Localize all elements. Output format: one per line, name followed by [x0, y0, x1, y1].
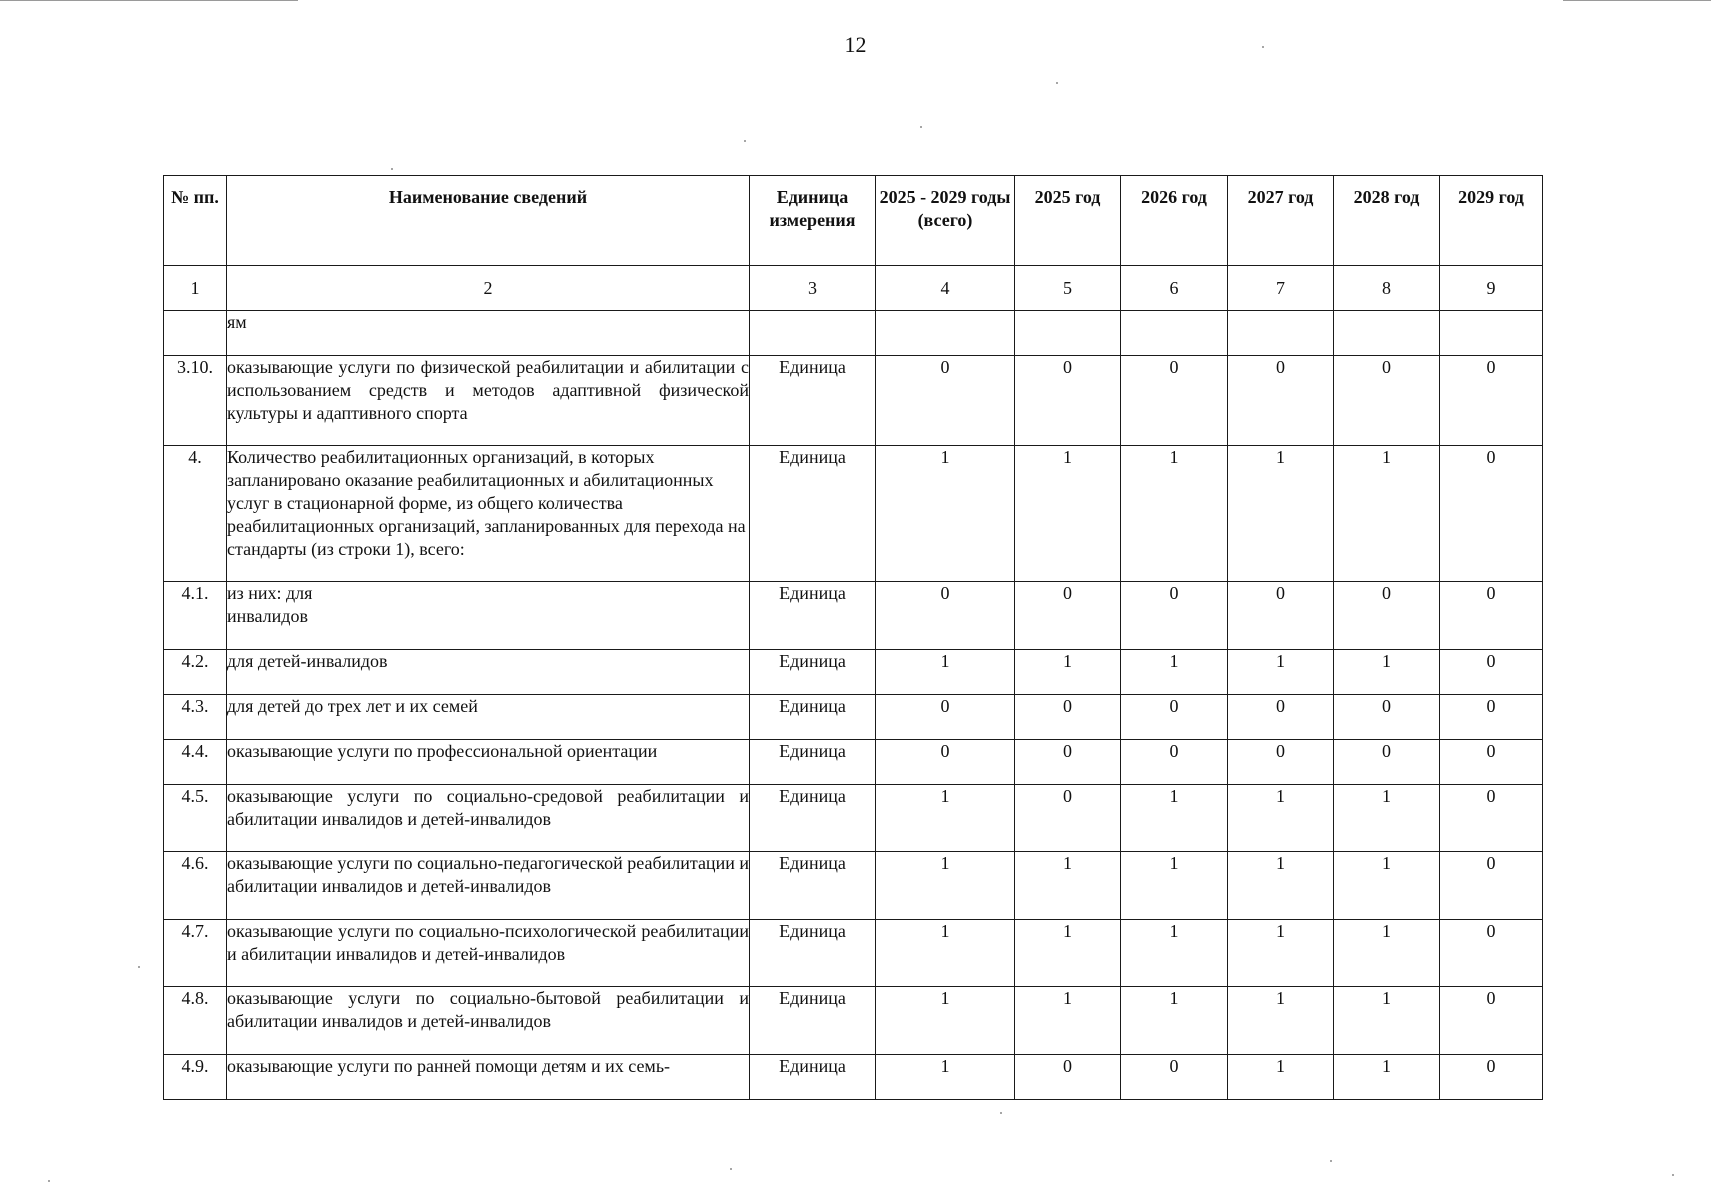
- table-row: [164, 446, 1543, 582]
- row-unit: Единица: [750, 920, 876, 987]
- row-name: оказывающие услуги по социально-психологической реабилитации и абилитации инвалидов и детей-инвалидов: [227, 920, 750, 987]
- scan-speck: [48, 1180, 50, 1182]
- row-number: 4.1.: [164, 582, 227, 650]
- header-name: Наименование сведений: [227, 176, 750, 266]
- row-name: для детей-инвалидов: [227, 650, 750, 695]
- column-number: 8: [1334, 266, 1440, 311]
- row-unit: Единица: [750, 852, 876, 920]
- scan-speck: [138, 966, 140, 968]
- value-2026: 0: [1121, 740, 1228, 785]
- column-number: 1: [164, 266, 227, 311]
- value-2027: 1: [1228, 852, 1334, 920]
- row-unit: Единица: [750, 1055, 876, 1100]
- scan-edge-left: [0, 0, 298, 1]
- column-number: 3: [750, 266, 876, 311]
- row-number: 4.9.: [164, 1055, 227, 1100]
- column-number-row: [164, 266, 1543, 311]
- table-row: [164, 852, 1543, 920]
- header-row: [164, 176, 1543, 266]
- row-name: оказывающие услуги по профессиональной ориентации: [227, 740, 750, 785]
- value-2025: 1: [1015, 920, 1121, 987]
- page-number: 12: [844, 32, 867, 57]
- header-2025: 2025 год: [1015, 176, 1121, 266]
- value-2025: 0: [1015, 1055, 1121, 1100]
- value-2025: 0: [1015, 785, 1121, 852]
- scan-speck: [920, 126, 922, 128]
- value-2029: 0: [1440, 920, 1543, 987]
- value-2027: 0: [1228, 740, 1334, 785]
- scan-speck: [1330, 1160, 1332, 1162]
- value-2027: 1: [1228, 920, 1334, 987]
- row-number: 3.10.: [164, 356, 227, 446]
- row-number: 4.5.: [164, 785, 227, 852]
- value-2029: 0: [1440, 1055, 1543, 1100]
- header-unit: Единица измерения: [750, 176, 876, 266]
- value-2028: 1: [1334, 650, 1440, 695]
- scan-speck: [1000, 1112, 1002, 1114]
- column-number: 2: [227, 266, 750, 311]
- value-2025: 0: [1015, 356, 1121, 446]
- table-row: [164, 695, 1543, 740]
- column-number: 7: [1228, 266, 1334, 311]
- column-number: 6: [1121, 266, 1228, 311]
- header-2029: 2029 год: [1440, 176, 1543, 266]
- value-2026: 1: [1121, 852, 1228, 920]
- value-2028: 1: [1334, 785, 1440, 852]
- value-2028: 1: [1334, 446, 1440, 582]
- row-name: оказывающие услуги по социально-средовой реабилитации и абилитации инвалидов и детей-инвалидов: [227, 785, 750, 852]
- header-number: № пп.: [164, 176, 227, 266]
- table-row: [164, 582, 1543, 650]
- value-2029: 0: [1440, 582, 1543, 650]
- row-number: 4.: [164, 446, 227, 582]
- value-2028: 0: [1334, 356, 1440, 446]
- value-2026: 1: [1121, 446, 1228, 582]
- value-2026: 0: [1121, 582, 1228, 650]
- value-total: [876, 311, 1015, 356]
- value-total: 0: [876, 740, 1015, 785]
- column-number: 9: [1440, 266, 1543, 311]
- header-2026: 2026 год: [1121, 176, 1228, 266]
- table-row: [164, 1055, 1543, 1100]
- value-2029: 0: [1440, 852, 1543, 920]
- value-2027: 1: [1228, 987, 1334, 1055]
- row-unit: Единица: [750, 446, 876, 582]
- row-unit: Единица: [750, 695, 876, 740]
- value-2028: [1334, 311, 1440, 356]
- scan-speck: [391, 168, 393, 170]
- row-unit: Единица: [750, 650, 876, 695]
- row-name-text: из них: для инвалидов: [227, 583, 313, 626]
- header-2028: 2028 год: [1334, 176, 1440, 266]
- scan-speck: [1672, 1174, 1674, 1176]
- row-name: оказывающие услуги по социально-бытовой реабилитации и абилитации инвалидов и детей-инвалидов: [227, 987, 750, 1055]
- value-2026: [1121, 311, 1228, 356]
- value-total: 1: [876, 920, 1015, 987]
- row-name: для детей до трех лет и их семей: [227, 695, 750, 740]
- row-unit: Единица: [750, 582, 876, 650]
- value-2027: 0: [1228, 356, 1334, 446]
- row-number: 4.6.: [164, 852, 227, 920]
- value-2025: 1: [1015, 446, 1121, 582]
- row-number: 4.7.: [164, 920, 227, 987]
- table-row: [164, 740, 1543, 785]
- value-2026: 0: [1121, 356, 1228, 446]
- table-row: [164, 785, 1543, 852]
- column-number: 4: [876, 266, 1015, 311]
- header-total: 2025 - 2029 годы (всего): [876, 176, 1015, 266]
- row-number: 4.2.: [164, 650, 227, 695]
- value-2026: 1: [1121, 650, 1228, 695]
- row-name: оказывающие услуги по ранней помощи детям и их семь-: [227, 1055, 750, 1100]
- table-row: [164, 987, 1543, 1055]
- value-2026: 0: [1121, 695, 1228, 740]
- value-total: 1: [876, 852, 1015, 920]
- row-name: ям: [227, 311, 750, 356]
- value-total: 1: [876, 785, 1015, 852]
- value-2028: 0: [1334, 582, 1440, 650]
- scan-speck: [730, 1168, 732, 1170]
- column-number: 5: [1015, 266, 1121, 311]
- value-2025: 0: [1015, 740, 1121, 785]
- value-total: 0: [876, 356, 1015, 446]
- value-total: 0: [876, 582, 1015, 650]
- row-name: оказывающие услуги по физической реабилитации и абилитации с использованием средств и методов адаптивной физической культуры и адаптивного спорта: [227, 356, 750, 446]
- row-unit: Единица: [750, 356, 876, 446]
- header-2027: 2027 год: [1228, 176, 1334, 266]
- scan-speck: [1262, 46, 1264, 48]
- value-2026: 1: [1121, 785, 1228, 852]
- row-number: 4.8.: [164, 987, 227, 1055]
- value-2027: 0: [1228, 582, 1334, 650]
- value-2028: 1: [1334, 852, 1440, 920]
- value-2029: 0: [1440, 740, 1543, 785]
- value-total: 1: [876, 446, 1015, 582]
- value-2026: 0: [1121, 1055, 1228, 1100]
- value-2028: 1: [1334, 1055, 1440, 1100]
- value-2027: 1: [1228, 650, 1334, 695]
- row-unit: Единица: [750, 740, 876, 785]
- value-2029: 0: [1440, 650, 1543, 695]
- value-2028: 0: [1334, 740, 1440, 785]
- value-2025: 0: [1015, 695, 1121, 740]
- row-number: [164, 311, 227, 356]
- indicators-table: [163, 175, 1543, 1100]
- value-2025: 1: [1015, 852, 1121, 920]
- value-2029: 0: [1440, 356, 1543, 446]
- table-row: [164, 650, 1543, 695]
- table-row: [164, 356, 1543, 446]
- value-total: 1: [876, 650, 1015, 695]
- row-unit: Единица: [750, 785, 876, 852]
- row-name: Количество реабилитационных организаций, в которых запланировано оказание реабилитационных и абилитационных услуг в стационарной форме, из общего количества реабилитационных организаций, запланированных для перехода на стандарты (из строки 1), всего:: [227, 446, 750, 582]
- value-2025: 1: [1015, 650, 1121, 695]
- row-unit: [750, 311, 876, 356]
- value-total: 1: [876, 1055, 1015, 1100]
- value-2029: 0: [1440, 785, 1543, 852]
- value-2028: 1: [1334, 920, 1440, 987]
- value-2029: 0: [1440, 446, 1543, 582]
- value-2027: 1: [1228, 446, 1334, 582]
- value-2029: [1440, 311, 1543, 356]
- value-2028: 1: [1334, 987, 1440, 1055]
- value-2027: 1: [1228, 785, 1334, 852]
- value-2027: 1: [1228, 1055, 1334, 1100]
- row-name: оказывающие услуги по социально-педагогической реабилитации и абилитации инвалидов и детей-инвалидов: [227, 852, 750, 920]
- value-2026: 1: [1121, 987, 1228, 1055]
- row-name: [227, 582, 750, 650]
- value-2027: 0: [1228, 695, 1334, 740]
- value-2025: [1015, 311, 1121, 356]
- row-unit: Единица: [750, 987, 876, 1055]
- row-number: 4.3.: [164, 695, 227, 740]
- scan-edge-right: [1563, 0, 1711, 1]
- row-number: 4.4.: [164, 740, 227, 785]
- value-2029: 0: [1440, 987, 1543, 1055]
- scan-speck: [744, 140, 746, 142]
- value-total: 0: [876, 695, 1015, 740]
- value-2029: 0: [1440, 695, 1543, 740]
- table-row: [164, 920, 1543, 987]
- value-total: 1: [876, 987, 1015, 1055]
- scan-speck: [1056, 82, 1058, 84]
- value-2025: 1: [1015, 987, 1121, 1055]
- value-2026: 1: [1121, 920, 1228, 987]
- table-row: [164, 311, 1543, 356]
- value-2025: 0: [1015, 582, 1121, 650]
- value-2027: [1228, 311, 1334, 356]
- value-2028: 0: [1334, 695, 1440, 740]
